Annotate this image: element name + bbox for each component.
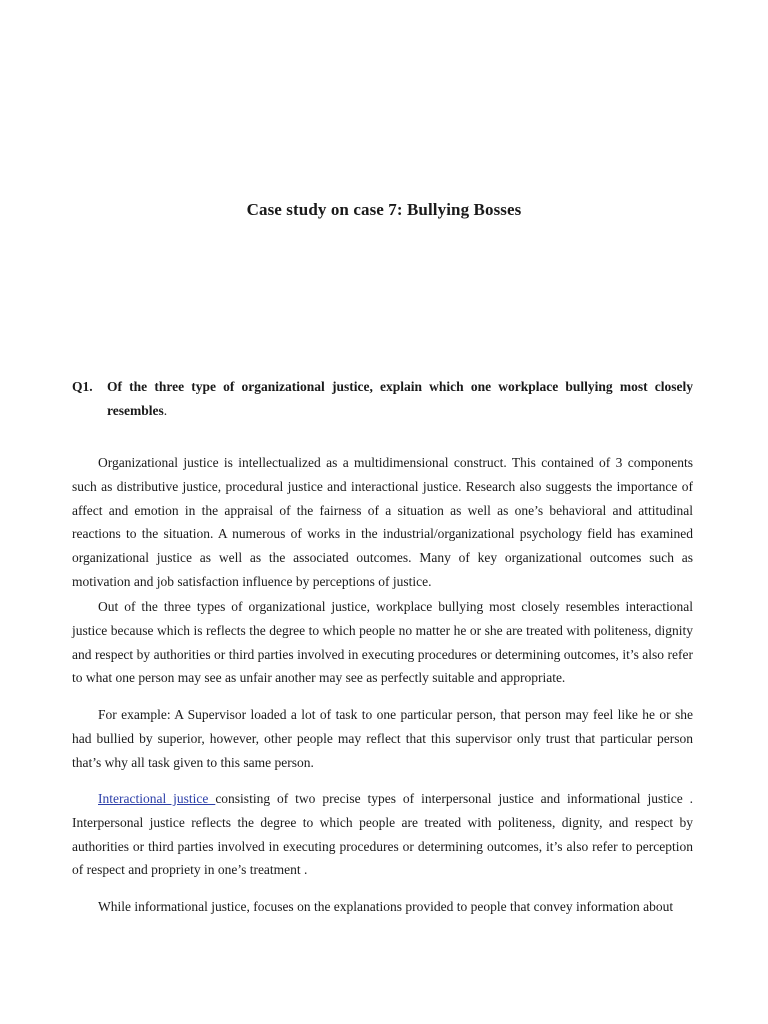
question-text: Of the three type of organizational justice, explain which one workplace bullying most closely resembles <box>107 379 693 418</box>
paragraph-interactional-justice <box>72 787 693 882</box>
paragraph-three-types: Out of the three types of organizational justice, workplace bullying most closely resembles interactional justice because which is reflects the degree to which people no matter he or she are treated with politeness, dignity and respect by authorities or third parties involved in executing procedures or determining outcomes, it’s also refer to what one person may see as unfair another may see as perfectly suitable and appropriate. <box>72 599 693 686</box>
interactional-justice-link[interactable]: Interactional justice <box>98 791 216 806</box>
paragraph-example: For example: A Supervisor loaded a lot of task to one particular person, that person may feel like he or she had bullied by superior, however, other people may reflect that this supervisor only trust that particular person that’s why all task given to this same person. <box>72 707 693 770</box>
question-period: . <box>163 403 168 418</box>
document-title: Case study on case 7: Bullying Bosses <box>246 200 522 219</box>
question-block <box>72 375 693 423</box>
question-text-wrapper <box>72 375 693 423</box>
paragraph-informational-justice: While informational justice, focuses on the explanations provided to people that convey information about <box>98 899 674 914</box>
question-number: Q1. <box>72 379 93 394</box>
paragraph-organizational-justice: Organizational justice is intellectualized as a multidimensional construct. This contained of 3 components such as distributive justice, procedural justice and interactional justice. Research also suggests the importance of affect and emotion in the appraisal of the fairness of a situation as well as one’s behavioral and attitudinal reactions to the situation. A numerous of works in the industrial/organizational psychology field has examined organizational justice as well as the associated outcomes. Many of key organizational outcomes such as motivation and job satisfaction influence by perceptions of justice. <box>72 455 693 589</box>
interactional-justice-text: consisting of two precise types of interpersonal justice and informational justice . Interpersonal justice reflects the degree to which people are treated with politeness, dignity, and respect by authorities or third parties involved in executing procedures or determining outcomes, it’s also refer to perception of respect and propriety in one’s treatment . <box>72 791 694 878</box>
